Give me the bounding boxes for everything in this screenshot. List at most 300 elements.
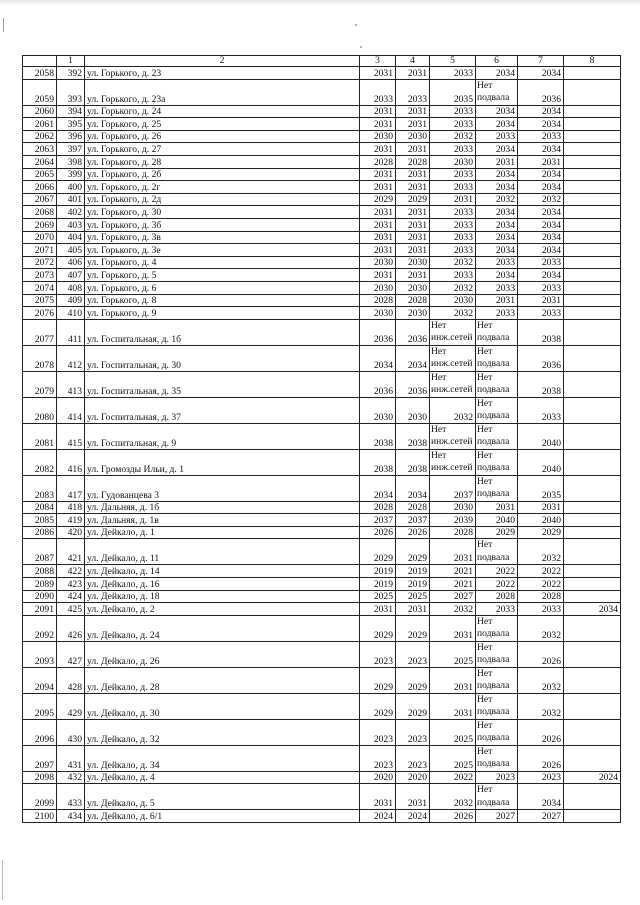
- year-col4-cell: 2023: [396, 745, 430, 771]
- year-col6-cell: [476, 719, 518, 745]
- table-row: [23, 449, 621, 475]
- year-col4-cell: 2030: [396, 256, 430, 269]
- address-cell: ул. Дейкало, д. 18: [85, 590, 360, 603]
- address-cell: ул. Дальняя, д. 1в: [85, 514, 360, 527]
- year-col6-cell-note: Нет: [477, 475, 493, 487]
- year-col5-cell: 2031: [430, 539, 476, 565]
- year-col6-cell: 2034: [476, 206, 518, 219]
- year-col4-cell: 2029: [396, 539, 430, 565]
- row-number-cell: 2069: [23, 218, 57, 231]
- year-col7-cell: 2036: [518, 345, 564, 371]
- year-col6-cell-note: Нет: [477, 615, 493, 627]
- year-col6-cell: [476, 745, 518, 771]
- year-col4-cell: 2029: [396, 667, 430, 693]
- address-cell: ул. Дейкало, д. 32: [85, 719, 360, 745]
- year-col4-cell: 2031: [396, 143, 430, 156]
- year-col4-cell: 2031: [396, 181, 430, 194]
- year-col6-cell: 2033: [476, 603, 518, 616]
- year-col6-cell: 2031: [476, 501, 518, 514]
- table-row: [23, 745, 621, 771]
- year-col7-cell: 2034: [518, 231, 564, 244]
- header-cell: 2: [85, 56, 360, 67]
- address-cell: ул. Громозды Ильи, д. 1: [85, 449, 360, 475]
- item-index-cell: 398: [57, 155, 85, 168]
- year-col3-cell: 2031: [360, 269, 396, 282]
- row-number-cell: 2063: [23, 143, 57, 156]
- year-col4-cell: 2031: [396, 269, 430, 282]
- table-row: [23, 539, 621, 565]
- year-col8-cell: [564, 578, 621, 591]
- address-cell: ул. Госпитальная, д. 9: [85, 423, 360, 449]
- year-col7-cell: 2026: [518, 745, 564, 771]
- year-col3-cell: 2031: [360, 231, 396, 244]
- year-col7-cell: 2031: [518, 501, 564, 514]
- year-col4-cell: 2038: [396, 423, 430, 449]
- item-index-cell: 417: [57, 475, 85, 501]
- year-col8-cell: 2034: [564, 603, 621, 616]
- year-col3-cell: 2034: [360, 475, 396, 501]
- year-col8-cell: [564, 397, 621, 423]
- year-col6-cell-note: Нет: [477, 79, 493, 91]
- year-col3-cell: 2031: [360, 244, 396, 257]
- address-cell: ул. Госпитальная, д. 1б: [85, 319, 360, 345]
- year-col8-cell: [564, 231, 621, 244]
- year-col6-cell: [476, 539, 518, 565]
- year-col6-cell: [476, 371, 518, 397]
- year-col4-cell: 2028: [396, 501, 430, 514]
- year-col7-cell: 2033: [518, 603, 564, 616]
- year-col7-cell: 2022: [518, 565, 564, 578]
- table-row: [23, 590, 621, 603]
- year-col6-cell-value: подвала: [477, 654, 510, 666]
- scan-artifact: [3, 18, 4, 32]
- item-index-cell: 412: [57, 345, 85, 371]
- year-col6-cell-note: Нет: [477, 423, 493, 435]
- year-col8-cell: [564, 667, 621, 693]
- year-col4-cell: 2026: [396, 526, 430, 539]
- year-col6-cell: 2033: [476, 281, 518, 294]
- year-col6-cell-value: подвала: [477, 384, 510, 396]
- year-col5-cell: 2025: [430, 719, 476, 745]
- address-cell: ул. Горького, д. 4: [85, 256, 360, 269]
- year-col5-cell: 2022: [430, 771, 476, 784]
- year-col4-cell: 2031: [396, 168, 430, 181]
- year-col8-cell: [564, 565, 621, 578]
- year-col7-cell: 2033: [518, 397, 564, 423]
- year-col7-cell: 2022: [518, 578, 564, 591]
- year-col8-cell: [564, 168, 621, 181]
- year-col6-cell: 2034: [476, 218, 518, 231]
- item-index-cell: 399: [57, 168, 85, 181]
- year-col6-cell-note: Нет: [477, 371, 493, 383]
- table-row: [23, 269, 621, 282]
- year-col5-cell-value: инж.сетей: [431, 462, 473, 474]
- year-col3-cell: 2029: [360, 615, 396, 641]
- item-index-cell: 392: [57, 67, 85, 80]
- address-cell: ул. Горького, д. 23: [85, 67, 360, 80]
- year-col8-cell: [564, 307, 621, 320]
- table-row: [23, 256, 621, 269]
- year-col8-cell: [564, 615, 621, 641]
- year-col4-cell: 2020: [396, 771, 430, 784]
- year-col7-cell: 2036: [518, 79, 564, 105]
- scan-speck: [355, 24, 357, 26]
- year-col8-cell: [564, 423, 621, 449]
- year-col5-cell: 2033: [430, 231, 476, 244]
- address-cell: ул. Дейкало, д. 16: [85, 578, 360, 591]
- year-col6-cell: 2034: [476, 67, 518, 80]
- table-row: [23, 501, 621, 514]
- year-col8-cell: [564, 371, 621, 397]
- row-number-cell: 2075: [23, 294, 57, 307]
- row-number-cell: 2073: [23, 269, 57, 282]
- year-col6-cell: [476, 423, 518, 449]
- row-number-cell: 2067: [23, 193, 57, 206]
- year-col7-cell: 2023: [518, 771, 564, 784]
- year-col7-cell: 2034: [518, 143, 564, 156]
- year-col7-cell: 2034: [518, 206, 564, 219]
- year-col6-cell: 2034: [476, 143, 518, 156]
- year-col6-cell-note: Нет: [477, 345, 493, 357]
- year-col3-cell: 2020: [360, 771, 396, 784]
- year-col8-cell: [564, 256, 621, 269]
- year-col4-cell: 2025: [396, 590, 430, 603]
- year-col4-cell: 2019: [396, 578, 430, 591]
- year-col7-cell: 2040: [518, 449, 564, 475]
- item-index-cell: 396: [57, 130, 85, 143]
- year-col5-cell-note: Нет: [431, 423, 447, 435]
- year-col7-cell: 2029: [518, 526, 564, 539]
- address-cell: ул. Госпитальная, д. 37: [85, 397, 360, 423]
- year-col5-cell: 2031: [430, 615, 476, 641]
- year-col4-cell: 2030: [396, 281, 430, 294]
- header-cell: 1: [57, 56, 85, 67]
- row-number-cell: 2093: [23, 641, 57, 667]
- item-index-cell: 416: [57, 449, 85, 475]
- year-col6-cell-value: подвала: [477, 551, 510, 563]
- year-col4-cell: 2029: [396, 693, 430, 719]
- year-col7-cell: 2040: [518, 514, 564, 527]
- housing-repair-schedule-table: [22, 55, 621, 823]
- year-col7-cell: 2040: [518, 423, 564, 449]
- year-col3-cell: 2034: [360, 345, 396, 371]
- item-index-cell: 415: [57, 423, 85, 449]
- year-col6-cell-note: Нет: [477, 667, 493, 679]
- year-col8-cell: [564, 526, 621, 539]
- address-cell: ул. Дейкало, д. 28: [85, 667, 360, 693]
- address-cell: ул. Горького, д. 2б: [85, 168, 360, 181]
- row-number-cell: 2080: [23, 397, 57, 423]
- table-row: [23, 784, 621, 810]
- year-col7-cell: 2034: [518, 269, 564, 282]
- year-col4-cell: 2031: [396, 218, 430, 231]
- year-col5-cell: 2027: [430, 590, 476, 603]
- year-col8-cell: [564, 590, 621, 603]
- address-cell: ул. Горького, д. 2д: [85, 193, 360, 206]
- address-cell: ул. Дейкало, д. 6/1: [85, 810, 360, 823]
- year-col6-cell: 2022: [476, 565, 518, 578]
- year-col8-cell: [564, 181, 621, 194]
- year-col3-cell: 2030: [360, 307, 396, 320]
- year-col6-cell: 2033: [476, 130, 518, 143]
- year-col5-cell-note: Нет: [431, 345, 447, 357]
- year-col4-cell: 2031: [396, 244, 430, 257]
- year-col4-cell: 2019: [396, 565, 430, 578]
- year-col7-cell: 2032: [518, 667, 564, 693]
- year-col5-cell: 2030: [430, 155, 476, 168]
- year-col7-cell: 2032: [518, 615, 564, 641]
- item-index-cell: 418: [57, 501, 85, 514]
- year-col6-cell-value: подвала: [477, 462, 510, 474]
- year-col3-cell: 2031: [360, 143, 396, 156]
- table-row: [23, 526, 621, 539]
- item-index-cell: 408: [57, 281, 85, 294]
- year-col8-cell: [564, 810, 621, 823]
- year-col8-cell: [564, 784, 621, 810]
- year-col7-cell: 2035: [518, 475, 564, 501]
- year-col7-cell: 2031: [518, 155, 564, 168]
- year-col5-cell: 2033: [430, 168, 476, 181]
- item-index-cell: 410: [57, 307, 85, 320]
- item-index-cell: 403: [57, 218, 85, 231]
- year-col4-cell: 2033: [396, 79, 430, 105]
- year-col4-cell: 2031: [396, 206, 430, 219]
- year-col4-cell: 2023: [396, 719, 430, 745]
- year-col3-cell: 2023: [360, 745, 396, 771]
- address-cell: ул. Горького, д. 6: [85, 281, 360, 294]
- year-col6-cell: 2022: [476, 578, 518, 591]
- item-index-cell: 421: [57, 539, 85, 565]
- address-cell: ул. Дейкало, д. 26: [85, 641, 360, 667]
- year-col6-cell-value: подвала: [477, 488, 510, 500]
- year-col3-cell: 2019: [360, 565, 396, 578]
- address-cell: ул. Горького, д. 24: [85, 105, 360, 118]
- row-number-cell: 2076: [23, 307, 57, 320]
- row-number-cell: 2098: [23, 771, 57, 784]
- year-col5-cell-value: инж.сетей: [431, 332, 473, 344]
- year-col4-cell: 2036: [396, 371, 430, 397]
- row-number-cell: 2058: [23, 67, 57, 80]
- table-row: [23, 771, 621, 784]
- year-col3-cell: 2030: [360, 256, 396, 269]
- year-col6-cell-note: Нет: [477, 641, 493, 653]
- year-col7-cell: 2026: [518, 719, 564, 745]
- year-col6-cell-value: подвала: [477, 92, 510, 104]
- row-number-cell: 2096: [23, 719, 57, 745]
- year-col8-cell: [564, 281, 621, 294]
- year-col5-cell-note: Нет: [431, 319, 447, 331]
- year-col6-cell: 2034: [476, 118, 518, 131]
- row-number-cell: 2087: [23, 539, 57, 565]
- year-col3-cell: 2037: [360, 514, 396, 527]
- table-row: [23, 615, 621, 641]
- year-col5-cell: [430, 319, 476, 345]
- year-col5-cell: 2025: [430, 641, 476, 667]
- row-number-cell: 2084: [23, 501, 57, 514]
- year-col4-cell: 2023: [396, 641, 430, 667]
- table-row: [23, 118, 621, 131]
- year-col8-cell: [564, 244, 621, 257]
- year-col6-cell-note: Нет: [477, 693, 493, 705]
- year-col7-cell: 2027: [518, 810, 564, 823]
- year-col8-cell: [564, 105, 621, 118]
- year-col4-cell: 2030: [396, 307, 430, 320]
- year-col5-cell: 2025: [430, 745, 476, 771]
- year-col7-cell: 2032: [518, 693, 564, 719]
- year-col6-cell: 2034: [476, 168, 518, 181]
- year-col4-cell: 2031: [396, 231, 430, 244]
- year-col5-cell: 2037: [430, 475, 476, 501]
- year-col6-cell: 2034: [476, 181, 518, 194]
- row-number-cell: 2066: [23, 181, 57, 194]
- address-cell: ул. Госпитальная, д. 35: [85, 371, 360, 397]
- address-cell: ул. Дейкало, д. 34: [85, 745, 360, 771]
- year-col6-cell: 2034: [476, 105, 518, 118]
- year-col3-cell: 2029: [360, 193, 396, 206]
- year-col7-cell: 2034: [518, 118, 564, 131]
- year-col5-cell: 2033: [430, 206, 476, 219]
- address-cell: ул. Горького, д. 8: [85, 294, 360, 307]
- year-col6-cell: 2023: [476, 771, 518, 784]
- item-index-cell: 432: [57, 771, 85, 784]
- year-col4-cell: 2030: [396, 130, 430, 143]
- item-index-cell: 419: [57, 514, 85, 527]
- year-col7-cell: 2034: [518, 218, 564, 231]
- year-col8-cell: [564, 319, 621, 345]
- item-index-cell: 426: [57, 615, 85, 641]
- year-col7-cell: 2038: [518, 319, 564, 345]
- row-number-cell: 2064: [23, 155, 57, 168]
- table-row: [23, 667, 621, 693]
- row-number-cell: 2095: [23, 693, 57, 719]
- year-col6-cell-value: подвала: [477, 410, 510, 422]
- year-col3-cell: 2029: [360, 693, 396, 719]
- address-cell: ул. Дейкало, д. 4: [85, 771, 360, 784]
- year-col4-cell: 2029: [396, 193, 430, 206]
- address-cell: ул. Дальняя, д. 1б: [85, 501, 360, 514]
- year-col6-cell: 2032: [476, 193, 518, 206]
- table-row: [23, 475, 621, 501]
- year-col5-cell: [430, 345, 476, 371]
- year-col6-cell-value: подвала: [477, 436, 510, 448]
- year-col3-cell: 2026: [360, 526, 396, 539]
- year-col8-cell: [564, 745, 621, 771]
- year-col7-cell: 2034: [518, 784, 564, 810]
- year-col4-cell: 2031: [396, 784, 430, 810]
- scan-artifact: [2, 860, 3, 900]
- year-col8-cell: [564, 294, 621, 307]
- address-cell: ул. Горького, д. 9: [85, 307, 360, 320]
- year-col6-cell: 2034: [476, 269, 518, 282]
- table-row: [23, 155, 621, 168]
- table-row: [23, 345, 621, 371]
- year-col7-cell: 2033: [518, 256, 564, 269]
- table-row: [23, 79, 621, 105]
- year-col7-cell: 2033: [518, 307, 564, 320]
- year-col5-cell: 2033: [430, 218, 476, 231]
- year-col6-cell: [476, 449, 518, 475]
- year-col6-cell: [476, 615, 518, 641]
- year-col5-cell: 2033: [430, 67, 476, 80]
- year-col7-cell: 2031: [518, 294, 564, 307]
- table-row: [23, 514, 621, 527]
- item-index-cell: 411: [57, 319, 85, 345]
- year-col5-cell: 2032: [430, 397, 476, 423]
- year-col5-cell: 2026: [430, 810, 476, 823]
- item-index-cell: 405: [57, 244, 85, 257]
- year-col5-cell-value: инж.сетей: [431, 384, 473, 396]
- year-col7-cell: 2033: [518, 130, 564, 143]
- year-col5-cell-note: Нет: [431, 371, 447, 383]
- year-col6-cell: 2028: [476, 590, 518, 603]
- year-col5-cell: 2039: [430, 514, 476, 527]
- row-number-cell: 2085: [23, 514, 57, 527]
- year-col4-cell: 2038: [396, 449, 430, 475]
- year-col6-cell: [476, 79, 518, 105]
- item-index-cell: 433: [57, 784, 85, 810]
- table-row: [23, 294, 621, 307]
- table-row: [23, 578, 621, 591]
- address-cell: ул. Дейкало, д. 11: [85, 539, 360, 565]
- table-row: [23, 641, 621, 667]
- year-col6-cell: 2033: [476, 307, 518, 320]
- year-col5-cell: 2033: [430, 244, 476, 257]
- year-col5-cell: 2033: [430, 105, 476, 118]
- year-col5-cell: 2033: [430, 143, 476, 156]
- year-col6-cell-note: Нет: [477, 745, 493, 757]
- year-col7-cell: 2028: [518, 590, 564, 603]
- row-number-cell: 2068: [23, 206, 57, 219]
- year-col7-cell: 2032: [518, 539, 564, 565]
- row-number-cell: 2062: [23, 130, 57, 143]
- header-cell: 8: [564, 56, 621, 67]
- address-cell: ул. Горького, д. 26: [85, 130, 360, 143]
- year-col5-cell: 2032: [430, 130, 476, 143]
- year-col5-cell: 2032: [430, 784, 476, 810]
- year-col7-cell: 2032: [518, 193, 564, 206]
- year-col8-cell: [564, 130, 621, 143]
- year-col4-cell: 2031: [396, 105, 430, 118]
- table-row: [23, 281, 621, 294]
- header-cell: 3: [360, 56, 396, 67]
- year-col3-cell: 2019: [360, 578, 396, 591]
- address-cell: ул. Горького, д. 2г: [85, 181, 360, 194]
- year-col6-cell-value: подвала: [477, 628, 510, 640]
- table-row: [23, 168, 621, 181]
- year-col6-cell: [476, 345, 518, 371]
- year-col5-cell: 2033: [430, 269, 476, 282]
- item-index-cell: 429: [57, 693, 85, 719]
- table-row: [23, 67, 621, 80]
- year-col3-cell: 2031: [360, 118, 396, 131]
- table-row: [23, 371, 621, 397]
- year-col6-cell: 2029: [476, 526, 518, 539]
- address-cell: ул. Горького, д. 28: [85, 155, 360, 168]
- year-col5-cell: 2033: [430, 181, 476, 194]
- year-col5-cell: [430, 449, 476, 475]
- scan-speck: [360, 46, 362, 48]
- year-col6-cell-note: Нет: [477, 319, 493, 331]
- table-header-row: [23, 56, 621, 67]
- item-index-cell: 395: [57, 118, 85, 131]
- year-col8-cell: [564, 475, 621, 501]
- year-col3-cell: 2023: [360, 719, 396, 745]
- year-col3-cell: 2038: [360, 423, 396, 449]
- year-col4-cell: 2036: [396, 319, 430, 345]
- year-col6-cell-note: Нет: [477, 397, 493, 409]
- year-col3-cell: 2033: [360, 79, 396, 105]
- table-body: [23, 67, 621, 823]
